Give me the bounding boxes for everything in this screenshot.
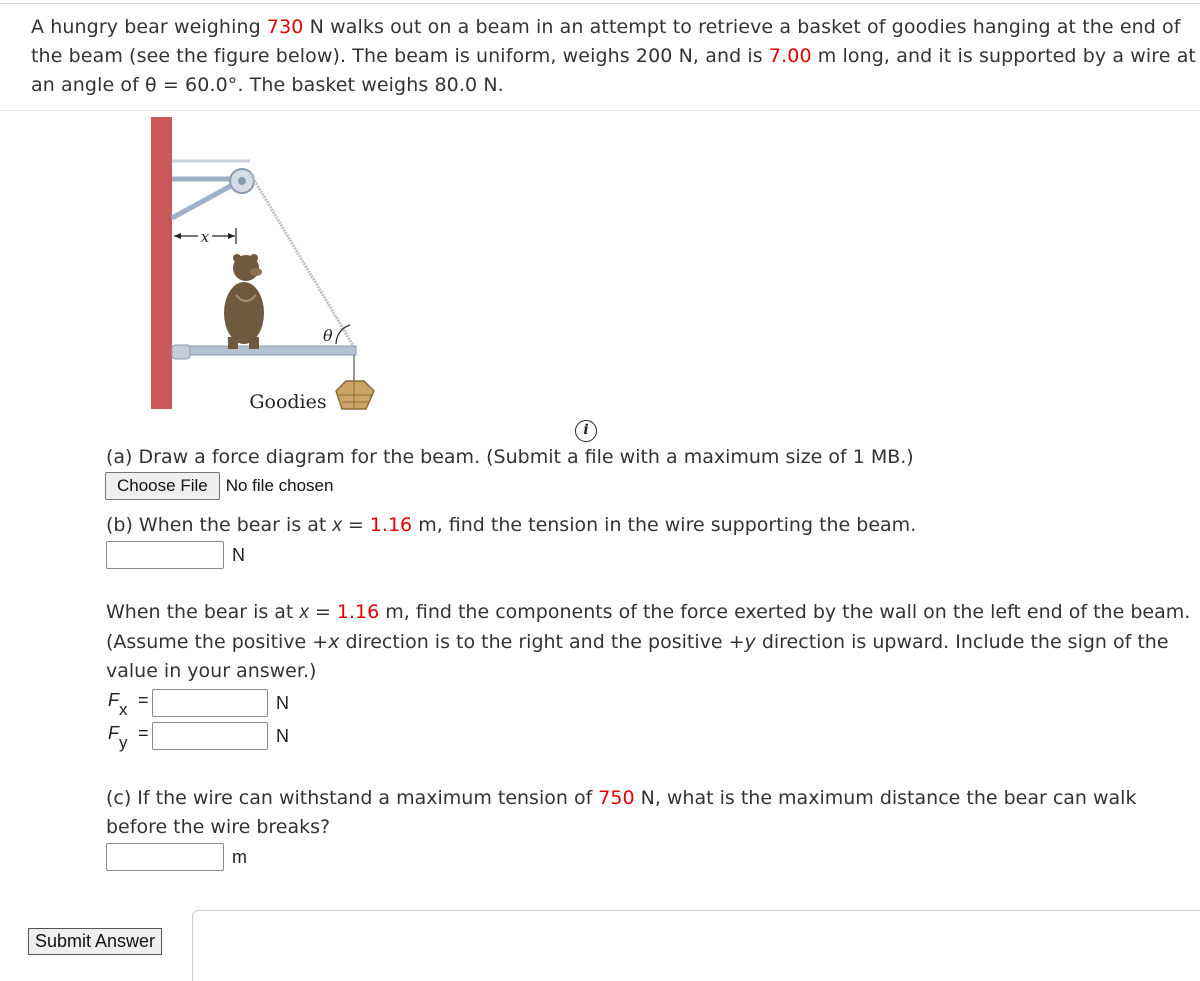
part-c-prompt: [106, 784, 1200, 842]
goodies-label: Goodies: [249, 391, 327, 413]
part-c-text-1: (c) If the wire can withstand a maximum tension of: [106, 787, 599, 809]
fx-label: $F_x$ =: [108, 690, 149, 719]
wall-text-5: direction is upward. Include the sign of the value in your answer.): [106, 630, 1169, 682]
fx-input[interactable]: [152, 689, 268, 717]
fy-label: $F_y$ =: [108, 723, 149, 752]
fy-unit: N: [276, 725, 289, 746]
x-arrowhead-right: [228, 233, 235, 239]
bracket-brace: [172, 182, 238, 218]
pulley-hub: [238, 177, 246, 185]
wall-text-1: When the bear is at: [106, 601, 300, 623]
part-b-text-1: (b) When the bear is at: [106, 514, 333, 536]
x-arrowhead-left: [174, 233, 181, 239]
bottom-panel: [192, 910, 1200, 981]
intro-text-1: A hungry bear weighing: [31, 16, 267, 38]
part-a-prompt: [106, 442, 914, 472]
wall-var: x: [299, 602, 309, 623]
part-b-prompt: [106, 510, 916, 541]
part-c-text-2: N, what is the maximum distance the bear can walk before the wire breaks?: [106, 787, 1137, 838]
bear: [224, 254, 264, 349]
part-a-text: (a) Draw a force diagram for the beam. (Submit a file with a maximum size of 1 MB.): [106, 446, 914, 468]
part-b-x-value: 1.16: [369, 514, 413, 536]
intro-text-3: m long, and it is supported by a wire at an angle of θ = 60.0°. The basket weighs 80.0 N.: [31, 45, 1196, 96]
wall-text-3: m, find the components of the force exerted by the wall on the left end of the beam. (Assume the positive +: [106, 601, 1191, 653]
info-icon[interactable]: i: [575, 420, 597, 442]
wall: [151, 117, 172, 409]
file-status: No file chosen: [225, 476, 334, 495]
bear-beam-figure: [150, 115, 390, 415]
theta-label: θ: [323, 326, 333, 345]
fy-answer-row: [108, 722, 289, 750]
tension-unit: N: [232, 544, 245, 565]
wall-text-2: =: [308, 601, 337, 623]
hinge: [172, 345, 190, 359]
intro-text-2: N walks out on a beam in an attempt to retrieve a basket of goodies hanging at the end of the beam (see the figure below). The beam is uniform, weighs 200 N, and is: [31, 16, 1181, 67]
fx-unit: N: [276, 692, 289, 713]
part-b-text-2: =: [341, 514, 370, 536]
submit-answer-button[interactable]: Submit Answer: [28, 928, 162, 955]
wall-var-x: x: [328, 630, 340, 653]
beam: [172, 346, 356, 355]
fy-input[interactable]: [152, 722, 268, 750]
part-b-var: x: [332, 515, 342, 536]
top-divider: [0, 3, 1200, 4]
part-b-text-3: m, find the tension in the wire supporting the beam.: [412, 514, 917, 536]
problem-statement: [31, 13, 1196, 100]
tension-answer-row: [106, 541, 245, 569]
fx-answer-row: [108, 689, 289, 717]
distance-answer-row: [106, 843, 247, 871]
wall-x-value: 1.16: [336, 601, 380, 623]
wall-text-4: direction is to the right and the positive +: [339, 630, 745, 653]
choose-file-button[interactable]: Choose File: [105, 472, 220, 500]
distance-input[interactable]: [106, 843, 224, 871]
basket: [336, 381, 374, 409]
bear-weight-value: 730: [266, 16, 304, 38]
section-divider: [0, 110, 1200, 111]
x-label: x: [200, 228, 210, 246]
wall-force-prompt: [106, 598, 1196, 687]
beam-length-value: 7.00: [768, 45, 812, 67]
support-wire: [250, 173, 354, 347]
tension-input[interactable]: [106, 541, 224, 569]
file-upload: [105, 472, 333, 500]
max-tension-value: 750: [598, 787, 635, 809]
distance-unit: m: [232, 846, 247, 867]
wall-var-y: y: [744, 630, 756, 653]
